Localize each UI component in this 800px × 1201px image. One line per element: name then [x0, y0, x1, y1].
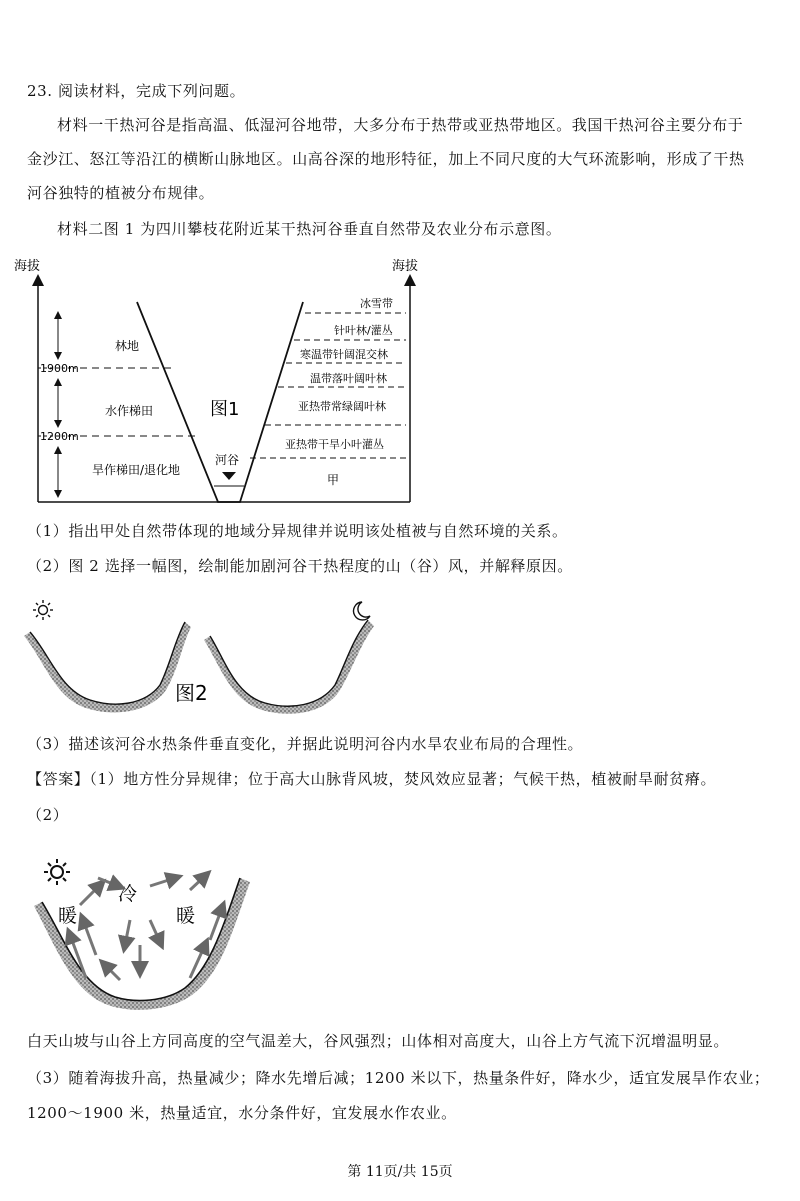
- warm-right-label: 暖: [176, 905, 196, 927]
- figure2-diagram: [0, 590, 800, 720]
- valley-left-shape: [24, 622, 191, 712]
- material1-line2: 金沙江、怒江等沿江的横断山脉地区。山高谷深的地形特征，加上不同尺度的大气环流影响，形成了干热: [27, 150, 745, 168]
- left-zone-forest: 林地: [115, 339, 140, 353]
- level-1200-label: 1200m: [40, 430, 79, 443]
- answer-1: [27, 768, 716, 790]
- wind-arrows: [70, 876, 222, 980]
- river-label: 河谷: [215, 453, 240, 467]
- figure1-title: 图1: [210, 399, 240, 420]
- sub-question-1: （1）指出甲处自然带体现的地域分异规律并说明该处植被与自然环境的关系。: [27, 522, 568, 540]
- axis-label-right: 海拔: [392, 259, 419, 274]
- material2-text: 材料二图 1 为四川攀枝花附近某干热河谷垂直自然带及农业分布示意图。: [57, 220, 562, 238]
- warm-left-label: 暖: [58, 905, 78, 927]
- axis-label-left: 海拔: [14, 259, 41, 274]
- figure1-diagram: [0, 250, 800, 515]
- sun-icon: [33, 600, 53, 620]
- sub-question-2: （2）图 2 选择一幅图，绘制能加剧河谷干热程度的山（谷）风，并解释原因。: [27, 557, 573, 575]
- answer-3-line2: 1200～1900 米，热量适宜，水分条件好，宜发展水作农业。: [27, 1104, 457, 1122]
- answer-sun-icon: [44, 859, 70, 885]
- answer-valley-shape: [34, 878, 250, 1010]
- valley-right-shape: [204, 620, 374, 714]
- right-zone-evergreen: 亚热带常绿阔叶林: [298, 400, 386, 413]
- material1-line3: 河谷独特的植被分布规律。: [27, 184, 215, 202]
- cold-middle-label: 冷: [118, 883, 138, 905]
- level-1900-label: 1900m: [40, 362, 79, 375]
- answer-3-line1: （3）随着海拔升高，热量减少；降水先增后减；1200 米以下，热量条件好，降水少，适宜发展旱作农业；: [27, 1069, 770, 1087]
- answer-figure: [0, 850, 800, 1020]
- left-zone-dry: 旱作梯田/退化地: [92, 463, 181, 477]
- left-zone-paddy: 水作梯田: [105, 404, 154, 418]
- jia-label: 甲: [327, 473, 340, 487]
- right-zone-mixed: 寒温带针阔混交林: [300, 348, 388, 361]
- moon-icon: [354, 602, 370, 620]
- right-zone-snow: 冰雪带: [360, 297, 393, 310]
- right-zone-conifer: 针叶林/灌丛: [334, 324, 393, 337]
- right-zone-shrub: 亚热带干旱小叶灌丛: [285, 438, 384, 451]
- figure2-title: 图2: [175, 681, 208, 705]
- material1-line1: 材料一干热河谷是指高温、低湿河谷地带，大多分布于热带或亚热带地区。我国干热河谷主要分布于: [57, 116, 744, 134]
- page-footer: 第 11页/共 15页: [347, 1164, 453, 1180]
- river-marker-icon: [222, 472, 236, 480]
- answer-2-label: （2）: [27, 806, 69, 824]
- question-header: 23. 阅读材料，完成下列问题。: [27, 82, 246, 100]
- sub-question-3: （3）描述该河谷水热条件垂直变化，并据此说明河谷内水旱农业布局的合理性。: [27, 735, 584, 753]
- answer-2-text: 白天山坡与山谷上方同高度的空气温差大，谷风强烈；山体相对高度大，山谷上方气流下沉增温明显。: [27, 1032, 730, 1050]
- answer-label: 【答案】: [27, 770, 90, 788]
- right-zone-deciduous: 温带落叶阔叶林: [310, 372, 387, 385]
- answer-1-text: （1）地方性分异规律；位于高大山脉背风坡，焚风效应显著；气候干热，植被耐旱耐贫瘠。: [89, 770, 717, 788]
